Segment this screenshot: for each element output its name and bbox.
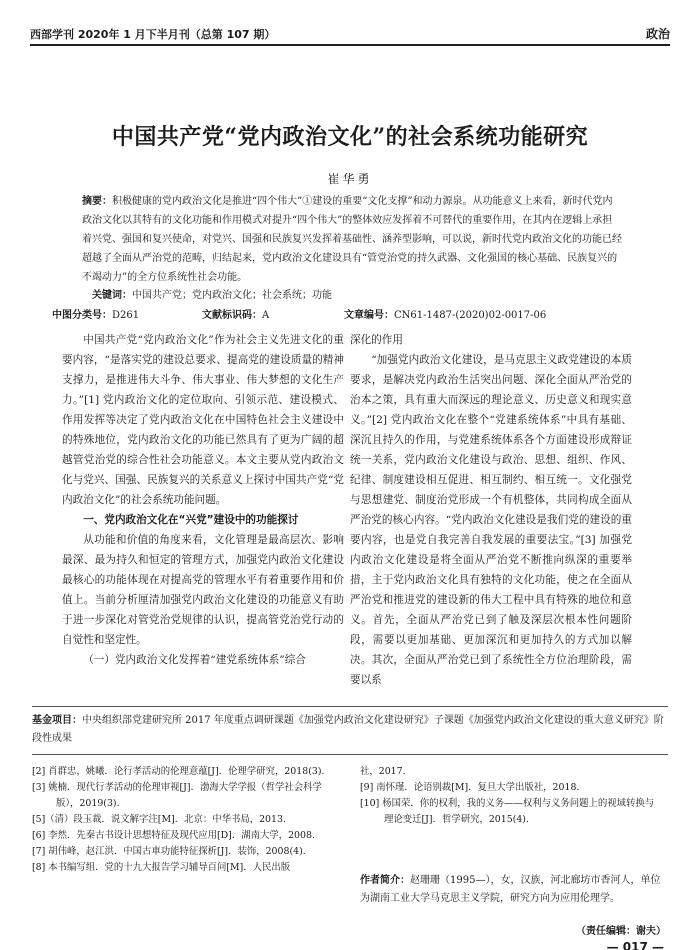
- divider: [32, 754, 668, 755]
- section-heading: 一、党内政治文化在“兴党”建设中的功能探讨: [83, 514, 299, 526]
- reference-item: [9] 南怀瑾．论语别裁[M]．复旦大学出版社，2018.: [360, 782, 580, 793]
- paragraph: 中国共产党“党内政治文化”作为社会主义先进文化的重要内容，“是落实党的建设总要求、提高党的建设质量的精神支撑力，是推进伟大斗争、伟大事业、伟大梦想的文化生产力。”[1] 党内政治文化的定位取向、引领示范、建设模式、作用发挥等决定了党内政治文化在中国特色社会主义建设中的特殊地位，党内政治文化的功能已然具有了更为广阔的超越管党治党的综合性社会功能意义。本文主要从党内政治文化与党兴、国强、民族复兴的关系意义上探讨中国共产党“党内政治文化”的社会系统功能问题。: [62, 334, 344, 506]
- fund-note: [32, 712, 668, 748]
- clc-field: [52, 306, 139, 321]
- reference-item: [7] 胡伟峰，赵江洪．中国古車功能特征探析[J]．装饰，2008(4).: [32, 846, 306, 857]
- reference-item: [6] 李然．先秦古书设计思想特征及现代应用[D]．湖南大学，2008.: [32, 830, 315, 841]
- section-name: 政治: [645, 27, 670, 41]
- subsection-heading: （一）党内政治文化发挥着“建党系统体系”综合: [83, 654, 306, 666]
- page-number: — 017 —: [606, 940, 664, 950]
- keywords-text: 中国共产党；党内政治文化；社会系统；功能: [132, 290, 332, 301]
- body-column-right: [350, 330, 632, 690]
- journal-name: 西部学刊 2020年 1 月下半月刊（总第 107 期）: [30, 28, 276, 41]
- reference-item: [5]（清）段玉裁．说文解字注[M]．北京：中华书局，2013.: [32, 814, 286, 825]
- keywords: [92, 286, 332, 301]
- body-column-left: [62, 330, 344, 670]
- header-rule: [30, 44, 670, 46]
- doc-code-label: 文献标识码：: [202, 310, 262, 321]
- bio-text: 赵珊珊（1995—），女，汉族，河北廊坊市香河人，单位为湖南工业大学马克思主义学院，研究方向为应用伦理学。: [360, 875, 661, 904]
- clc-label: 中图分类号：: [52, 310, 112, 321]
- paragraph: “加强党内政治文化建设，是马克思主义政党建设的本质要求，是解决党内政治生活突出问题、深化全面从严治党的治本之策，具有重大而深远的理论意义、历史意义和现实意义。”[2] 党内政治文化在整个“党建系统体系”中具有基础、深沉且持久的作用，与党建系统体系各个方面建设形成辩证统一关系，党内政治文化建设与政治、思想、组织、作风、纪律、制度建设相互促进、相互制约、相互统一。文化强党与思想建党、制度治党形成一个有机整体，共同构成全面从严治党的核心内容。“党内政治文化建设是我们党的建设的重要内容，也是党自我完善自我发展的重要法宝。”[3] 加强党内政治文化建设是将全面从严治党不断推向纵深的重要举措，主于党内政治文化具有独特的文化功能，使之在全面从严治党和推进党的建设新的伟大工程中具有特殊的地位和意义。首先，全面从严治党已到了触及深层次根本性问题阶段，需要以更加基础、更加深沉和更加持久的方式加以解决。其次，全面从严治党已到了系统性全方位治理阶段，需要以系: [350, 354, 632, 686]
- keywords-label: 关键词：: [92, 290, 132, 301]
- abstract-text: 积极健康的党内政治文化是推进“四个伟大”①建设的重要“文化支撑”和动力源泉。从功能意义上来看，新时代党内政治文化以其特有的文化功能和作用模式对提升“四个伟大”的整体效应发挥着不可替代的重要作用，在其内在逻辑上承担着兴党、强国和复兴使命，对党兴、国强和民族复兴发挥着基础性、涵养型影响，可以说，新时代党内政治文化的功能已经超越了全面从严治党的范畴，归结起来，党内政治文化建设具有“管党治党的持久武器、文化强国的核心基础、民族复兴的不竭动力”的全方位系统性社会功能。: [82, 196, 622, 283]
- doc-code-value: A: [262, 310, 270, 321]
- reference-list-left: [32, 764, 332, 876]
- reference-item: 社，2017.: [360, 766, 406, 777]
- clc-value: D261: [112, 310, 140, 321]
- running-header: [30, 22, 670, 44]
- reference-item: [2] 肖群忠，姚曦．论行孝活动的伦理意蕴[J]．伦理学研究，2018(3).: [32, 766, 325, 777]
- abstract: [82, 192, 622, 287]
- author-name: 崔华勇: [327, 172, 373, 186]
- reference-item: [10] 杨国荣．你的权利，我的义务——权利与义务问题上的视域转换与理论变迁[J]．哲学研究，2015(4).: [360, 798, 655, 825]
- reference-item: [3] 姚楠．现代行孝活动的伦理审视[J]．渤海大学学报（哲学社会科学版），2019(3).: [32, 782, 322, 809]
- bio-label: 作者简介：: [360, 875, 410, 886]
- reference-item: [8] 本书编写组．党的十九大报告学习辅导百问[M]．人民出版: [32, 862, 291, 873]
- reference-list-right: [360, 764, 660, 828]
- responsible-editor: （责任编辑：谢夫）: [576, 926, 666, 937]
- fund-text: 中央组织部党建研究所 2017 年度重点调研课题《加强党内政治文化建设研究》子课题《加强党内政治文化建设的重大意义研究》阶段性成果: [32, 715, 664, 744]
- article-id-value: CN61-1487-(2020)02-0017-06: [394, 310, 547, 321]
- paragraph: 从功能和价值的角度来看，文化管理是最高层次、影响最深、最为持久和恒定的管理方式，加强党内政治文化建设最核心的功能体现在对提高党的管理水平有着重要作用和价值上。当前分析厘清加强党内政治文化建设的功能意义有助于进一步深化对管党治党规律的认识，提高管党治党行动的自觉性和坚定性。: [62, 534, 344, 646]
- fund-label: 基金项目：: [32, 715, 82, 726]
- doc-code-field: [202, 306, 269, 321]
- paragraph-continued: 深化的作用: [350, 334, 403, 346]
- article-id-label: 文章编号：: [344, 310, 394, 321]
- article-title: 中国共产党“党内政治文化”的社会系统功能研究: [111, 124, 589, 150]
- article-id-field: [344, 306, 546, 321]
- abstract-label: 摘要：: [82, 196, 112, 207]
- divider: [32, 706, 668, 707]
- author-bio: [360, 872, 670, 908]
